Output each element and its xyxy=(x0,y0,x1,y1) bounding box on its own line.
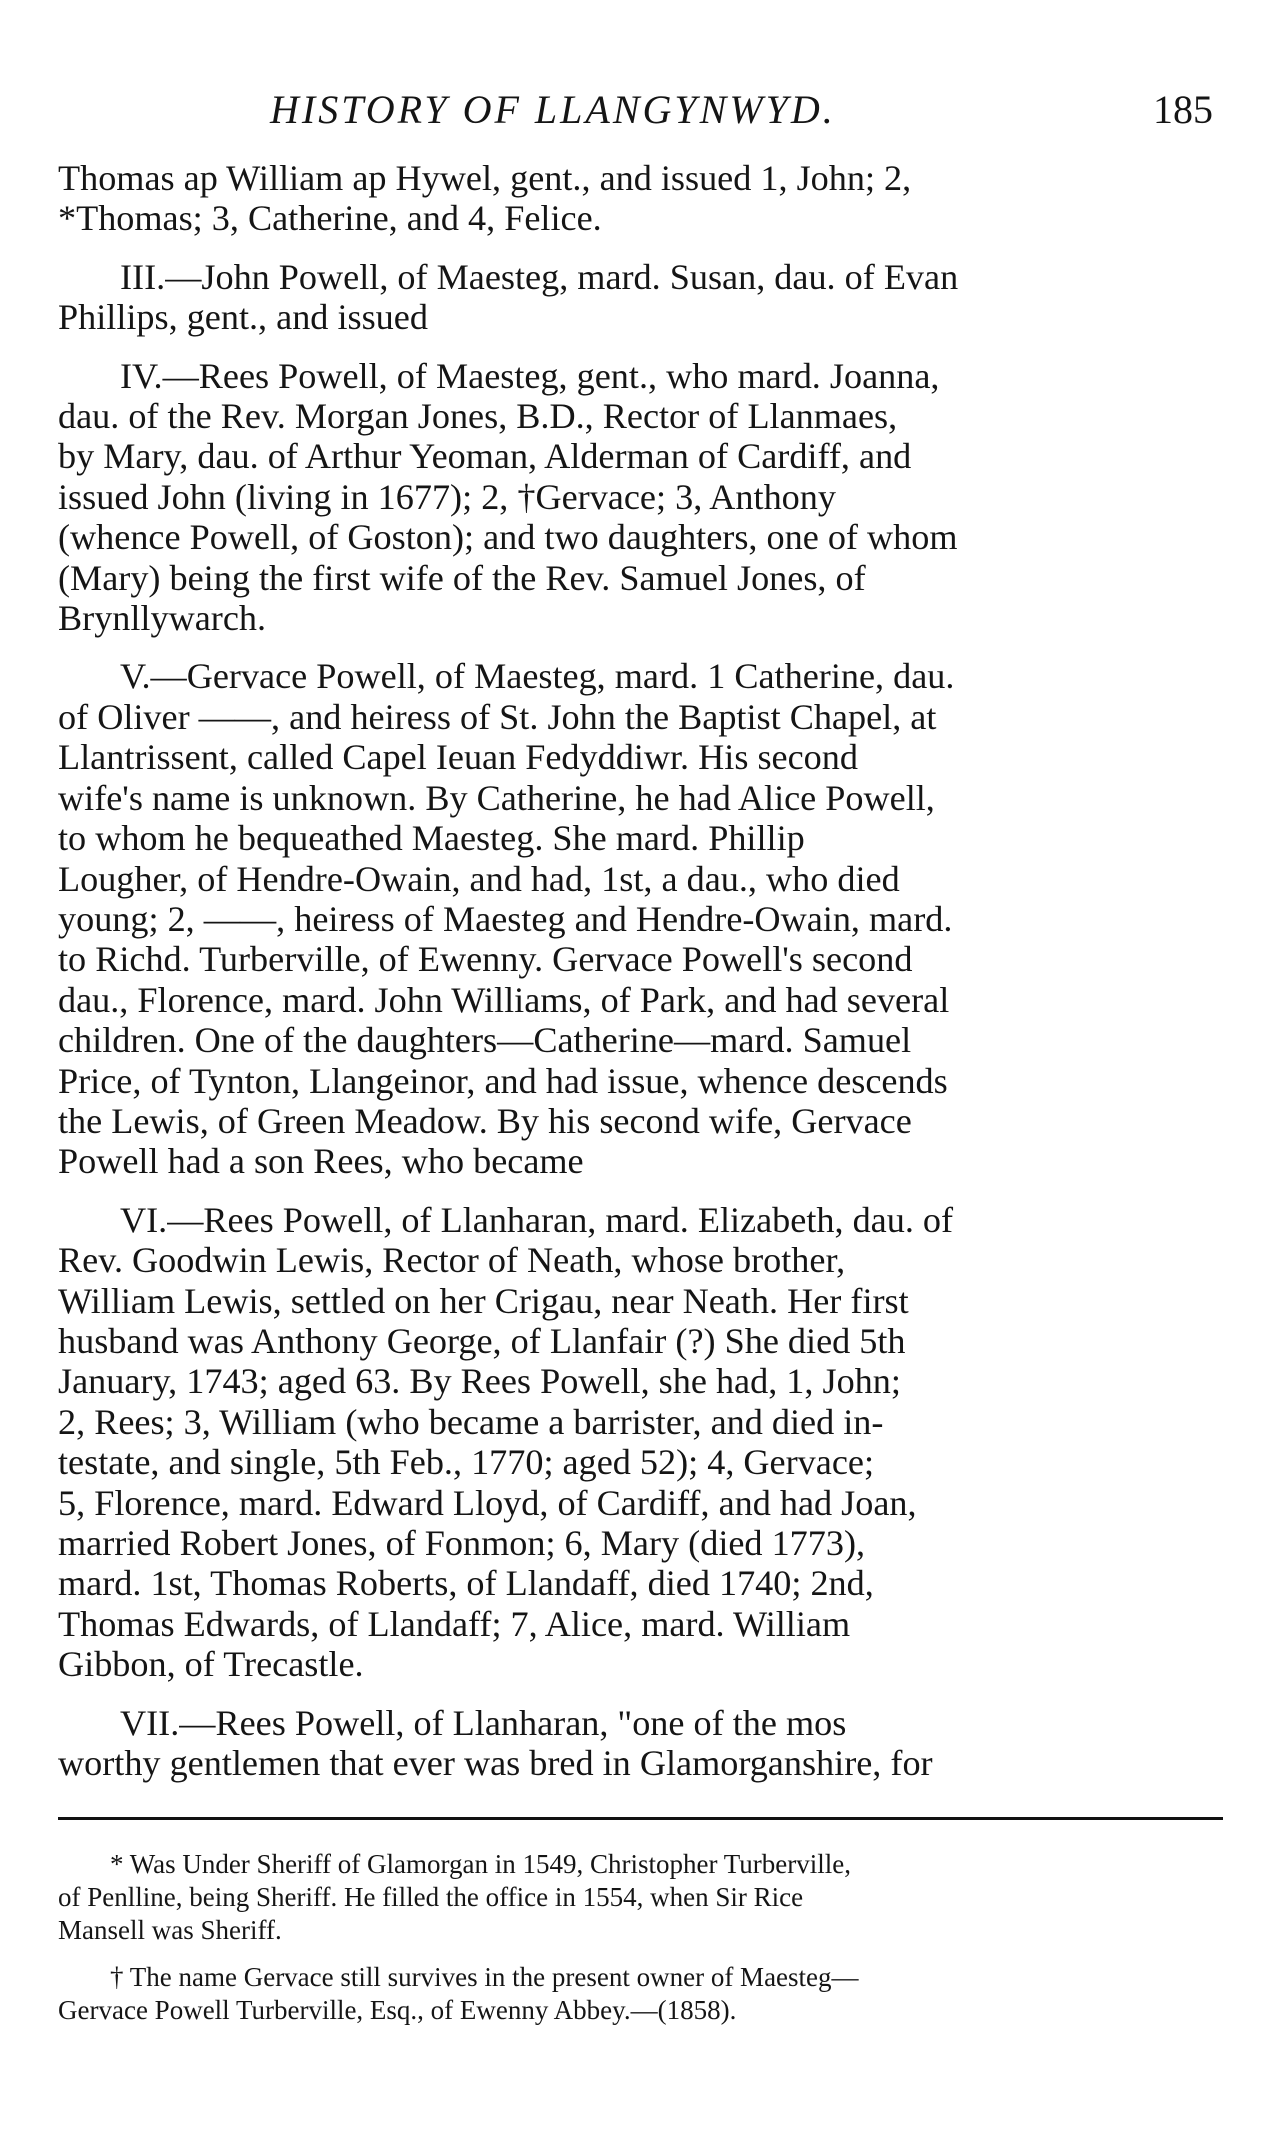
paragraph-generation-vii xyxy=(58,1703,1223,1784)
text-line: Lougher, of Hendre-Owain, and had, 1st, a dau., who died xyxy=(58,858,900,899)
text-line: (whence Powell, of Goston); and two daughters, one of whom xyxy=(58,517,958,558)
text-line: of Oliver ——, and heiress of St. John the Baptist Chapel, at xyxy=(58,696,937,737)
footnote-line: Mansell was Sheriff. xyxy=(58,1915,282,1946)
text-line: Llantrissent, called Capel Ieuan Fedyddiwr. His second xyxy=(58,737,858,778)
text-line: by Mary, dau. of Arthur Yeoman, Alderman of Cardiff, and xyxy=(58,436,912,477)
footnote-line: Gervace Powell Turberville, Esq., of Ewenny Abbey.—(1858). xyxy=(58,1995,737,2026)
paragraph-continuation xyxy=(58,158,1223,239)
text-line: young; 2, ——, heiress of Maesteg and Hendre-Owain, mard. xyxy=(58,898,953,939)
footnote-line: of Penlline, being Sheriff. He filled the office in 1554, when Sir Rice xyxy=(58,1882,804,1913)
text-line: testate, and single, 5th Feb., 1770; aged 52); 4, Gervace; xyxy=(58,1442,875,1483)
text-line: Brynllywarch. xyxy=(58,598,267,639)
text-line: Thomas ap William ap Hywel, gent., and issued 1, John; 2, xyxy=(58,158,912,198)
text-line: Price, of Tynton, Llangeinor, and had issue, whence descends xyxy=(58,1060,948,1101)
page-number: 185 xyxy=(1153,87,1213,132)
text-line: Thomas Edwards, of Llandaff; 7, Alice, mard. William xyxy=(58,1603,851,1644)
book-page xyxy=(58,80,1223,2041)
text-line: worthy gentlemen that ever was bred in Glamorganshire, for xyxy=(58,1743,933,1784)
text-line: William Lewis, settled on her Crigau, near Neath. Her first xyxy=(58,1280,909,1321)
text-line: Powell had a son Rees, who became xyxy=(58,1141,584,1182)
text-line: 5, Florence, mard. Edward Lloyd, of Cardiff, and had Joan, xyxy=(58,1482,917,1523)
footnotes xyxy=(58,1848,1223,2027)
text-line: *Thomas; 3, Catherine, and 4, Felice. xyxy=(58,198,602,239)
footnote-divider xyxy=(58,1817,1223,1820)
page-header xyxy=(58,80,1223,140)
text-line: V.—Gervace Powell, of Maesteg, mard. 1 Catherine, dau. xyxy=(120,656,955,697)
text-line: dau. of the Rev. Morgan Jones, B.D., Rector of Llanmaes, xyxy=(58,396,898,437)
text-line: (Mary) being the first wife of the Rev. Samuel Jones, of xyxy=(58,557,866,598)
text-line: Phillips, gent., and issued xyxy=(58,297,428,338)
text-line: 2, Rees; 3, William (who became a barrister, and died in- xyxy=(58,1401,884,1442)
footnote-line: * Was Under Sheriff of Glamorgan in 1549, Christopher Turberville, xyxy=(110,1849,851,1880)
paragraph-generation-v xyxy=(58,656,1223,1181)
text-line: issued John (living in 1677); 2, †Gervace; 3, Anthony xyxy=(58,476,836,517)
text-line: Gibbon, of Trecastle. xyxy=(58,1644,364,1685)
text-line: wife's name is unknown. By Catherine, he had Alice Powell, xyxy=(58,777,935,818)
footnote-dagger xyxy=(58,1961,1223,2027)
paragraph-generation-iv xyxy=(58,356,1223,639)
body-text xyxy=(58,158,1223,1783)
text-line: married Robert Jones, of Fonmon; 6, Mary (died 1773), xyxy=(58,1523,866,1563)
text-line: mard. 1st, Thomas Roberts, of Llandaff, died 1740; 2nd, xyxy=(58,1563,874,1604)
text-line: dau., Florence, mard. John Williams, of Park, and had several xyxy=(58,979,950,1020)
running-title: HISTORY OF LLANGYNWYD. xyxy=(270,87,836,132)
paragraph-generation-vi xyxy=(58,1200,1223,1685)
paragraph-generation-iii xyxy=(58,257,1223,338)
text-line: VII.—Rees Powell, of Llanharan, "one of the mos xyxy=(120,1702,847,1743)
text-line: to whom he bequeathed Maesteg. She mard. Phillip xyxy=(58,818,805,859)
text-line: Rev. Goodwin Lewis, Rector of Neath, whose brother, xyxy=(58,1240,846,1281)
text-line: husband was Anthony George, of Llanfair (?) She died 5th xyxy=(58,1320,906,1361)
footnote-star xyxy=(58,1848,1223,1947)
text-line: to Richd. Turberville, of Ewenny. Gervace Powell's second xyxy=(58,939,913,980)
text-line: VI.—Rees Powell, of Llanharan, mard. Elizabeth, dau. of xyxy=(120,1199,954,1240)
footnote-line: † The name Gervace still survives in the present owner of Maesteg— xyxy=(110,1962,859,1993)
text-line: IV.—Rees Powell, of Maesteg, gent., who mard. Joanna, xyxy=(120,355,940,396)
text-line: the Lewis, of Green Meadow. By his second wife, Gervace xyxy=(58,1100,912,1141)
text-line: III.—John Powell, of Maesteg, mard. Susan, dau. of Evan xyxy=(120,256,959,297)
text-line: January, 1743; aged 63. By Rees Powell, she had, 1, John; xyxy=(58,1361,901,1402)
text-line: children. One of the daughters—Catherine—mard. Samuel xyxy=(58,1020,912,1061)
